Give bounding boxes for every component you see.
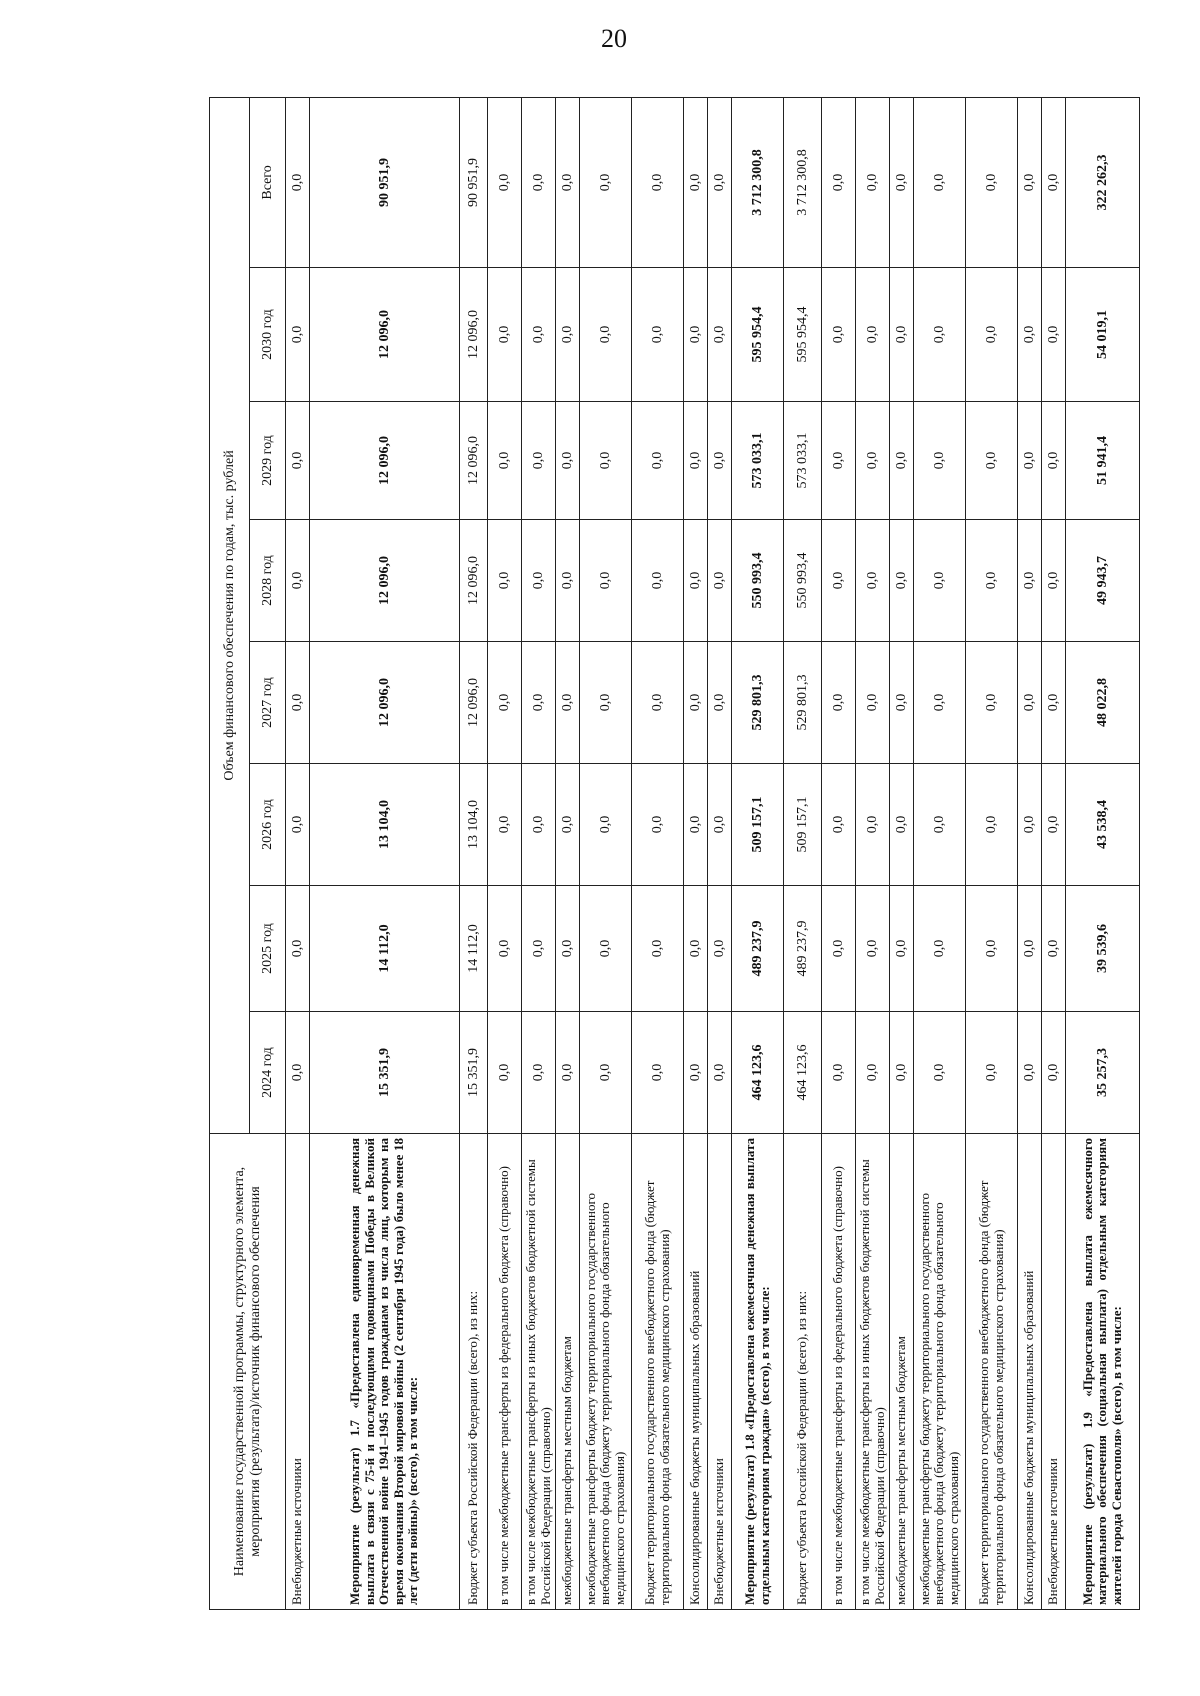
header-year-2024: 2024 год xyxy=(250,1012,286,1134)
row-value-cell: 0,0 xyxy=(522,642,556,764)
row-value-cell: 0,0 xyxy=(556,1012,580,1134)
row-name-cell: межбюджетные трансферты местным бюджетам xyxy=(556,1134,580,1610)
row-value-cell: 0,0 xyxy=(522,268,556,402)
row-value-cell: 0,0 xyxy=(1042,520,1066,642)
header-name-cell: Наименование государственной программы, структурного элемента, мероприятия (результата)/источник финансового обеспечения xyxy=(210,1134,286,1610)
row-value-cell: 0,0 xyxy=(522,402,556,520)
row-value-cell: 0,0 xyxy=(580,268,632,402)
row-value-cell: 0,0 xyxy=(556,268,580,402)
row-value-cell: 0,0 xyxy=(286,520,310,642)
header-year-2028: 2028 год xyxy=(250,520,286,642)
row-value-cell: 0,0 xyxy=(856,520,890,642)
row-value-cell: 0,0 xyxy=(890,886,914,1012)
row-value-cell: 0,0 xyxy=(684,764,708,886)
row-value-cell: 0,0 xyxy=(890,97,914,267)
row-value-cell: 0,0 xyxy=(708,402,732,520)
row-value-cell: 0,0 xyxy=(488,268,522,402)
row-value-cell: 0,0 xyxy=(914,886,966,1012)
row-value-cell: 0,0 xyxy=(708,642,732,764)
row-value-cell: 0,0 xyxy=(890,764,914,886)
row-value-cell: 0,0 xyxy=(966,402,1018,520)
row-value-cell: 0,0 xyxy=(914,764,966,886)
table-row xyxy=(556,97,580,1609)
row-value-cell: 0,0 xyxy=(522,97,556,267)
row-value-cell: 550 993,4 xyxy=(732,520,784,642)
row-name-cell: Внебюджетные источники xyxy=(286,1134,310,1610)
header-year-2027: 2027 год xyxy=(250,642,286,764)
row-value-cell: 0,0 xyxy=(1018,764,1042,886)
row-value-cell: 3 712 300,8 xyxy=(784,97,822,267)
header-year-2030: 2030 год xyxy=(250,268,286,402)
row-value-cell: 12 096,0 xyxy=(460,268,488,402)
row-value-cell: 0,0 xyxy=(286,642,310,764)
row-value-cell: 0,0 xyxy=(1018,642,1042,764)
row-value-cell: 0,0 xyxy=(966,520,1018,642)
row-value-cell: 509 157,1 xyxy=(784,764,822,886)
budget-table xyxy=(209,97,1140,1610)
row-value-cell: 12 096,0 xyxy=(310,520,460,642)
row-value-cell: 0,0 xyxy=(556,402,580,520)
row-value-cell: 0,0 xyxy=(966,642,1018,764)
row-value-cell: 12 096,0 xyxy=(460,520,488,642)
table-row xyxy=(488,97,522,1609)
row-value-cell: 0,0 xyxy=(556,764,580,886)
row-value-cell: 0,0 xyxy=(556,520,580,642)
row-value-cell: 0,0 xyxy=(1042,642,1066,764)
row-value-cell: 322 262,3 xyxy=(1066,97,1140,267)
row-value-cell: 0,0 xyxy=(684,268,708,402)
row-name-cell: межбюджетные трансферты местным бюджетам xyxy=(890,1134,914,1610)
row-value-cell: 12 096,0 xyxy=(310,642,460,764)
row-value-cell: 0,0 xyxy=(1018,1012,1042,1134)
row-value-cell: 0,0 xyxy=(890,1012,914,1134)
row-value-cell: 14 112,0 xyxy=(460,886,488,1012)
row-value-cell: 15 351,9 xyxy=(310,1012,460,1134)
row-value-cell: 0,0 xyxy=(556,642,580,764)
table-body xyxy=(286,97,1140,1609)
row-value-cell: 0,0 xyxy=(488,402,522,520)
row-value-cell: 573 033,1 xyxy=(784,402,822,520)
row-value-cell: 0,0 xyxy=(580,642,632,764)
row-value-cell: 0,0 xyxy=(1042,1012,1066,1134)
table-row xyxy=(914,97,966,1609)
table-row xyxy=(1042,97,1066,1609)
row-value-cell: 0,0 xyxy=(684,97,708,267)
row-value-cell: 0,0 xyxy=(632,764,684,886)
row-value-cell: 0,0 xyxy=(1042,886,1066,1012)
row-value-cell: 0,0 xyxy=(286,886,310,1012)
row-value-cell: 0,0 xyxy=(684,886,708,1012)
row-value-cell: 12 096,0 xyxy=(460,642,488,764)
row-name-cell: Бюджет субъекта Российской Федерации (всего), из них: xyxy=(784,1134,822,1610)
row-value-cell: 0,0 xyxy=(286,97,310,267)
row-value-cell: 35 257,3 xyxy=(1066,1012,1140,1134)
row-value-cell: 51 941,4 xyxy=(1066,402,1140,520)
row-name-cell: межбюджетные трансферты бюджету территориального государственного внебюджетного фонда (бюджету территориального фонда обязательного медицинского страхования) xyxy=(580,1134,632,1610)
row-value-cell: 0,0 xyxy=(1018,886,1042,1012)
row-value-cell: 0,0 xyxy=(914,268,966,402)
row-value-cell: 54 019,1 xyxy=(1066,268,1140,402)
row-value-cell: 0,0 xyxy=(488,1012,522,1134)
row-value-cell: 0,0 xyxy=(1042,764,1066,886)
row-value-cell: 0,0 xyxy=(580,520,632,642)
row-name-cell: в том числе межбюджетные трансферты из иных бюджетов бюджетной системы Российской Федерации (справочно) xyxy=(856,1134,890,1610)
row-value-cell: 529 801,3 xyxy=(784,642,822,764)
row-value-cell: 0,0 xyxy=(488,520,522,642)
table-row xyxy=(1066,97,1140,1609)
table-row xyxy=(708,97,732,1609)
row-name-cell: Внебюджетные источники xyxy=(1042,1134,1066,1610)
row-value-cell: 0,0 xyxy=(856,268,890,402)
row-value-cell: 489 237,9 xyxy=(732,886,784,1012)
row-value-cell: 0,0 xyxy=(580,886,632,1012)
header-row-1 xyxy=(210,97,250,1609)
row-value-cell: 0,0 xyxy=(856,402,890,520)
row-value-cell: 0,0 xyxy=(522,1012,556,1134)
row-value-cell: 0,0 xyxy=(684,642,708,764)
row-value-cell: 0,0 xyxy=(632,97,684,267)
table-row xyxy=(310,97,460,1609)
row-value-cell: 0,0 xyxy=(966,764,1018,886)
row-value-cell: 0,0 xyxy=(822,402,856,520)
row-value-cell: 0,0 xyxy=(522,520,556,642)
row-value-cell: 0,0 xyxy=(1042,268,1066,402)
row-value-cell: 509 157,1 xyxy=(732,764,784,886)
page-number: 20 xyxy=(601,24,627,53)
table-row xyxy=(890,97,914,1609)
row-value-cell: 0,0 xyxy=(708,1012,732,1134)
row-value-cell: 0,0 xyxy=(708,886,732,1012)
row-value-cell: 529 801,3 xyxy=(732,642,784,764)
row-value-cell: 0,0 xyxy=(1018,520,1042,642)
row-value-cell: 0,0 xyxy=(708,520,732,642)
header-year-2029: 2029 год xyxy=(250,402,286,520)
row-value-cell: 0,0 xyxy=(684,402,708,520)
row-value-cell: 0,0 xyxy=(488,97,522,267)
row-value-cell: 0,0 xyxy=(822,97,856,267)
row-value-cell: 0,0 xyxy=(1042,97,1066,267)
row-value-cell: 0,0 xyxy=(488,642,522,764)
row-value-cell: 595 954,4 xyxy=(732,268,784,402)
row-value-cell: 0,0 xyxy=(856,97,890,267)
row-value-cell: 573 033,1 xyxy=(732,402,784,520)
row-value-cell: 0,0 xyxy=(822,642,856,764)
row-value-cell: 0,0 xyxy=(632,268,684,402)
row-name-cell: Консолидированные бюджеты муниципальных образований xyxy=(1018,1134,1042,1610)
row-value-cell: 0,0 xyxy=(286,764,310,886)
row-value-cell: 0,0 xyxy=(580,1012,632,1134)
row-value-cell: 12 096,0 xyxy=(310,268,460,402)
row-value-cell: 0,0 xyxy=(632,1012,684,1134)
row-value-cell: 43 538,4 xyxy=(1066,764,1140,886)
row-name-cell: Консолидированные бюджеты муниципальных образований xyxy=(684,1134,708,1610)
header-volume-cell: Объем финансового обеспечения по годам, тыс. рублей xyxy=(210,97,250,1133)
table-row xyxy=(1018,97,1042,1609)
row-name-cell: в том числе межбюджетные трансферты из иных бюджетов бюджетной системы Российской Федерации (справочно) xyxy=(522,1134,556,1610)
row-value-cell: 0,0 xyxy=(1018,268,1042,402)
row-value-cell: 90 951,9 xyxy=(460,97,488,267)
row-value-cell: 464 123,6 xyxy=(784,1012,822,1134)
row-value-cell: 0,0 xyxy=(1018,402,1042,520)
row-value-cell: 0,0 xyxy=(580,764,632,886)
table-row xyxy=(632,97,684,1609)
row-value-cell: 0,0 xyxy=(632,886,684,1012)
row-value-cell: 0,0 xyxy=(522,886,556,1012)
row-name-cell: в том числе межбюджетные трансферты из федерального бюджета (справочно) xyxy=(822,1134,856,1610)
row-value-cell: 0,0 xyxy=(914,642,966,764)
row-value-cell: 489 237,9 xyxy=(784,886,822,1012)
row-value-cell: 464 123,6 xyxy=(732,1012,784,1134)
row-value-cell: 0,0 xyxy=(632,642,684,764)
row-value-cell: 0,0 xyxy=(556,886,580,1012)
row-value-cell: 0,0 xyxy=(684,520,708,642)
table-row xyxy=(732,97,784,1609)
row-value-cell: 0,0 xyxy=(632,520,684,642)
row-value-cell: 0,0 xyxy=(914,520,966,642)
row-value-cell: 90 951,9 xyxy=(310,97,460,267)
row-value-cell: 0,0 xyxy=(580,402,632,520)
row-value-cell: 0,0 xyxy=(890,642,914,764)
row-name-cell: Бюджет территориального государственного внебюджетного фонда (бюджет территориального фонда обязательного медицинского страхования) xyxy=(632,1134,684,1610)
row-name-cell: Мероприятие (результат) 1.9 «Предоставлена выплата ежемесячного материального обеспечения (социальная выплата) отдельным категориям жителей города Севастополя» (всего), в том числе: xyxy=(1066,1134,1140,1610)
table-row xyxy=(966,97,1018,1609)
row-name-cell: Мероприятие (результат) 1.7 «Предоставлена единовременная денежная выплата в связи с 75-й и последующими годовщинами Победы в Великой Отечественной войне 1941–1945 годов гражданам из числа лиц, которым на время окончания Второй мировой войны (2 сентября 1945 года) было менее 18 лет (дети войны)» (всего), в том числе: xyxy=(310,1134,460,1610)
rotated-table-container xyxy=(209,98,1124,1610)
row-value-cell: 0,0 xyxy=(856,642,890,764)
row-value-cell: 0,0 xyxy=(914,1012,966,1134)
table-row xyxy=(580,97,632,1609)
row-value-cell: 12 096,0 xyxy=(460,402,488,520)
row-name-cell: Бюджет территориального государственного внебюджетного фонда (бюджет территориального фонда обязательного медицинского страхования) xyxy=(966,1134,1018,1610)
row-value-cell: 0,0 xyxy=(822,1012,856,1134)
row-value-cell: 0,0 xyxy=(966,268,1018,402)
row-value-cell: 48 022,8 xyxy=(1066,642,1140,764)
table-row xyxy=(784,97,822,1609)
row-value-cell: 0,0 xyxy=(914,402,966,520)
row-value-cell: 0,0 xyxy=(856,764,890,886)
row-value-cell: 0,0 xyxy=(286,1012,310,1134)
row-value-cell: 0,0 xyxy=(1042,402,1066,520)
row-value-cell: 13 104,0 xyxy=(310,764,460,886)
row-value-cell: 49 943,7 xyxy=(1066,520,1140,642)
row-name-cell: межбюджетные трансферты бюджету территориального государственного внебюджетного фонда (бюджету территориального фонда обязательного медицинского страхования) xyxy=(914,1134,966,1610)
row-value-cell: 0,0 xyxy=(822,764,856,886)
row-value-cell: 595 954,4 xyxy=(784,268,822,402)
row-name-cell: Мероприятие (результат) 1.8 «Предоставлена ежемесячная денежная выплата отдельным категориям граждан» (всего), в том числе: xyxy=(732,1134,784,1610)
row-value-cell: 0,0 xyxy=(708,764,732,886)
header-year-2026: 2026 год xyxy=(250,764,286,886)
header-total: Всего xyxy=(250,97,286,267)
row-value-cell: 0,0 xyxy=(708,97,732,267)
row-value-cell: 0,0 xyxy=(890,268,914,402)
row-value-cell: 15 351,9 xyxy=(460,1012,488,1134)
row-name-cell: Бюджет субъекта Российской Федерации (всего), из них: xyxy=(460,1134,488,1610)
table-row xyxy=(286,97,310,1609)
row-value-cell: 39 539,6 xyxy=(1066,886,1140,1012)
row-value-cell: 0,0 xyxy=(914,97,966,267)
table-row xyxy=(460,97,488,1609)
row-value-cell: 0,0 xyxy=(632,402,684,520)
table-row xyxy=(684,97,708,1609)
row-value-cell: 0,0 xyxy=(822,886,856,1012)
row-name-cell: Внебюджетные источники xyxy=(708,1134,732,1610)
row-value-cell: 0,0 xyxy=(822,520,856,642)
row-value-cell: 0,0 xyxy=(966,886,1018,1012)
row-value-cell: 550 993,4 xyxy=(784,520,822,642)
table-row xyxy=(822,97,856,1609)
row-value-cell: 0,0 xyxy=(488,886,522,1012)
row-value-cell: 0,0 xyxy=(580,97,632,267)
row-value-cell: 13 104,0 xyxy=(460,764,488,886)
row-value-cell: 0,0 xyxy=(856,886,890,1012)
row-value-cell: 0,0 xyxy=(966,1012,1018,1134)
row-value-cell: 0,0 xyxy=(1018,97,1042,267)
row-value-cell: 14 112,0 xyxy=(310,886,460,1012)
row-name-cell: в том числе межбюджетные трансферты из федерального бюджета (справочно) xyxy=(488,1134,522,1610)
row-value-cell: 3 712 300,8 xyxy=(732,97,784,267)
row-value-cell: 0,0 xyxy=(966,97,1018,267)
row-value-cell: 0,0 xyxy=(556,97,580,267)
row-value-cell: 0,0 xyxy=(522,764,556,886)
row-value-cell: 0,0 xyxy=(822,268,856,402)
row-value-cell: 0,0 xyxy=(286,402,310,520)
row-value-cell: 0,0 xyxy=(286,268,310,402)
row-value-cell: 0,0 xyxy=(708,268,732,402)
row-value-cell: 0,0 xyxy=(684,1012,708,1134)
header-year-2025: 2025 год xyxy=(250,886,286,1012)
table-row xyxy=(522,97,556,1609)
row-value-cell: 0,0 xyxy=(856,1012,890,1134)
row-value-cell: 12 096,0 xyxy=(310,402,460,520)
table-row xyxy=(856,97,890,1609)
row-value-cell: 0,0 xyxy=(488,764,522,886)
row-value-cell: 0,0 xyxy=(890,402,914,520)
row-value-cell: 0,0 xyxy=(890,520,914,642)
